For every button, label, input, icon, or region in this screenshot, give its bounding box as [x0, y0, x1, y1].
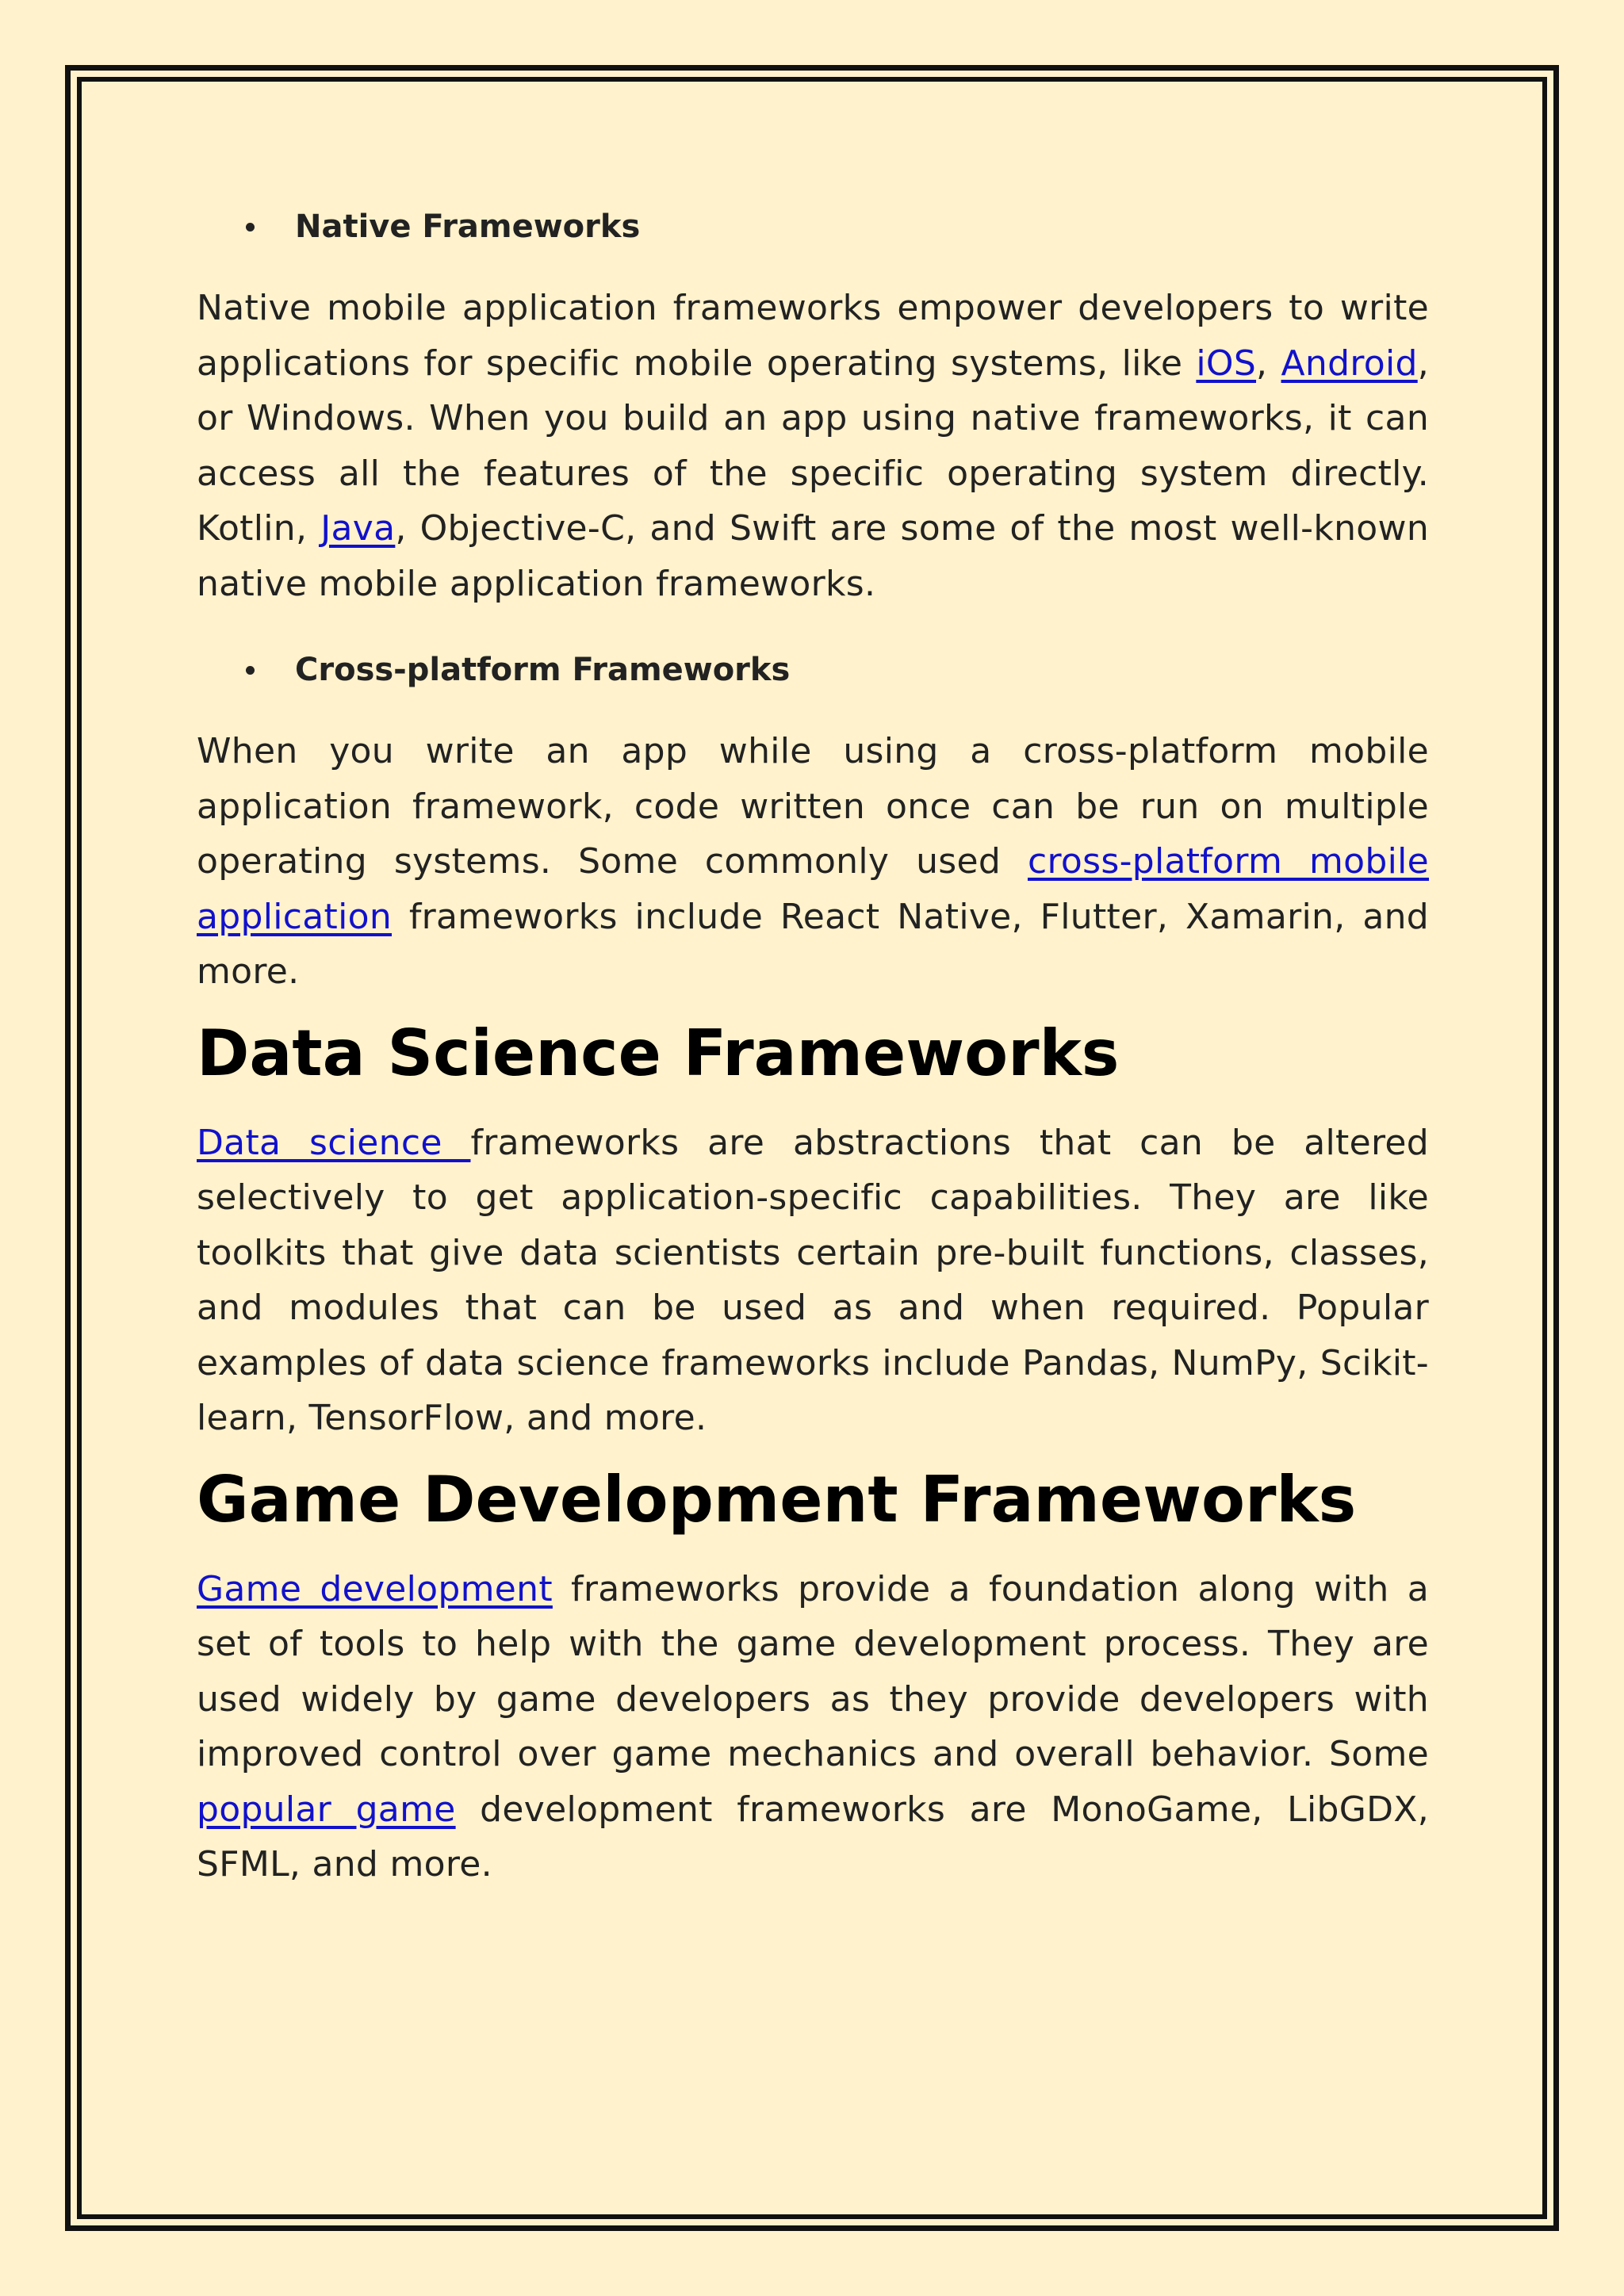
game-development-heading: Game Development Frameworks	[197, 1462, 1357, 1536]
bullet-icon	[246, 223, 255, 232]
bullet-icon	[246, 666, 255, 675]
data-science-heading: Data Science Frameworks	[197, 1016, 1120, 1090]
java-link[interactable]: Java	[320, 508, 396, 549]
native-frameworks-heading: Native Frameworks	[295, 209, 641, 245]
data-science-paragraph: Data science frameworks are abstractions that can be altered selectively to get application-specific capabilities. They are like toolkits that give data scientists certain pre-built functions, classes, and modules that can be used as and when required. Popular examples of data science frameworks include Pandas, NumPy, Scikit-learn, TensorFlow, and more.	[197, 1122, 1429, 1438]
data-science-link[interactable]: Data science	[197, 1122, 471, 1163]
cross-platform-link[interactable]: cross-platform mobile application	[197, 841, 1429, 937]
native-frameworks-paragraph: Native mobile application frameworks empower developers to write applications for specific mobile operating systems, like iOS, Android, or Windows. When you build an app using native frameworks, it can access all the features of the specific operating system directly. Kotlin, Java, Objective-C, and Swift are some of the most well-known native mobile application frameworks.	[197, 288, 1430, 604]
document-body	[197, 198, 1429, 1892]
android-link[interactable]: Android	[1281, 342, 1418, 384]
game-development-link[interactable]: Game development	[197, 1568, 553, 1609]
native-frameworks-bullet	[197, 198, 1429, 255]
ios-link[interactable]: iOS	[1196, 342, 1257, 384]
popular-game-link[interactable]: popular game	[197, 1789, 456, 1830]
cross-platform-frameworks-heading: Cross-platform Frameworks	[295, 652, 791, 688]
cross-platform-frameworks-bullet	[197, 641, 1429, 698]
cross-platform-paragraph: When you write an app while using a cross-platform mobile application framework, code written once can be run on multiple operating systems. Some commonly used cross-platform mobile application frameworks include React Native, Flutter, Xamarin, and more.	[197, 731, 1429, 992]
game-development-paragraph: Game development frameworks provide a foundation along with a set of tools to help with the game development process. They are used widely by game developers as they provide developers with improved control over game mechanics and overall behavior. Some popular game development frameworks are MonoGame, LibGDX, SFML, and more.	[197, 1568, 1430, 1885]
